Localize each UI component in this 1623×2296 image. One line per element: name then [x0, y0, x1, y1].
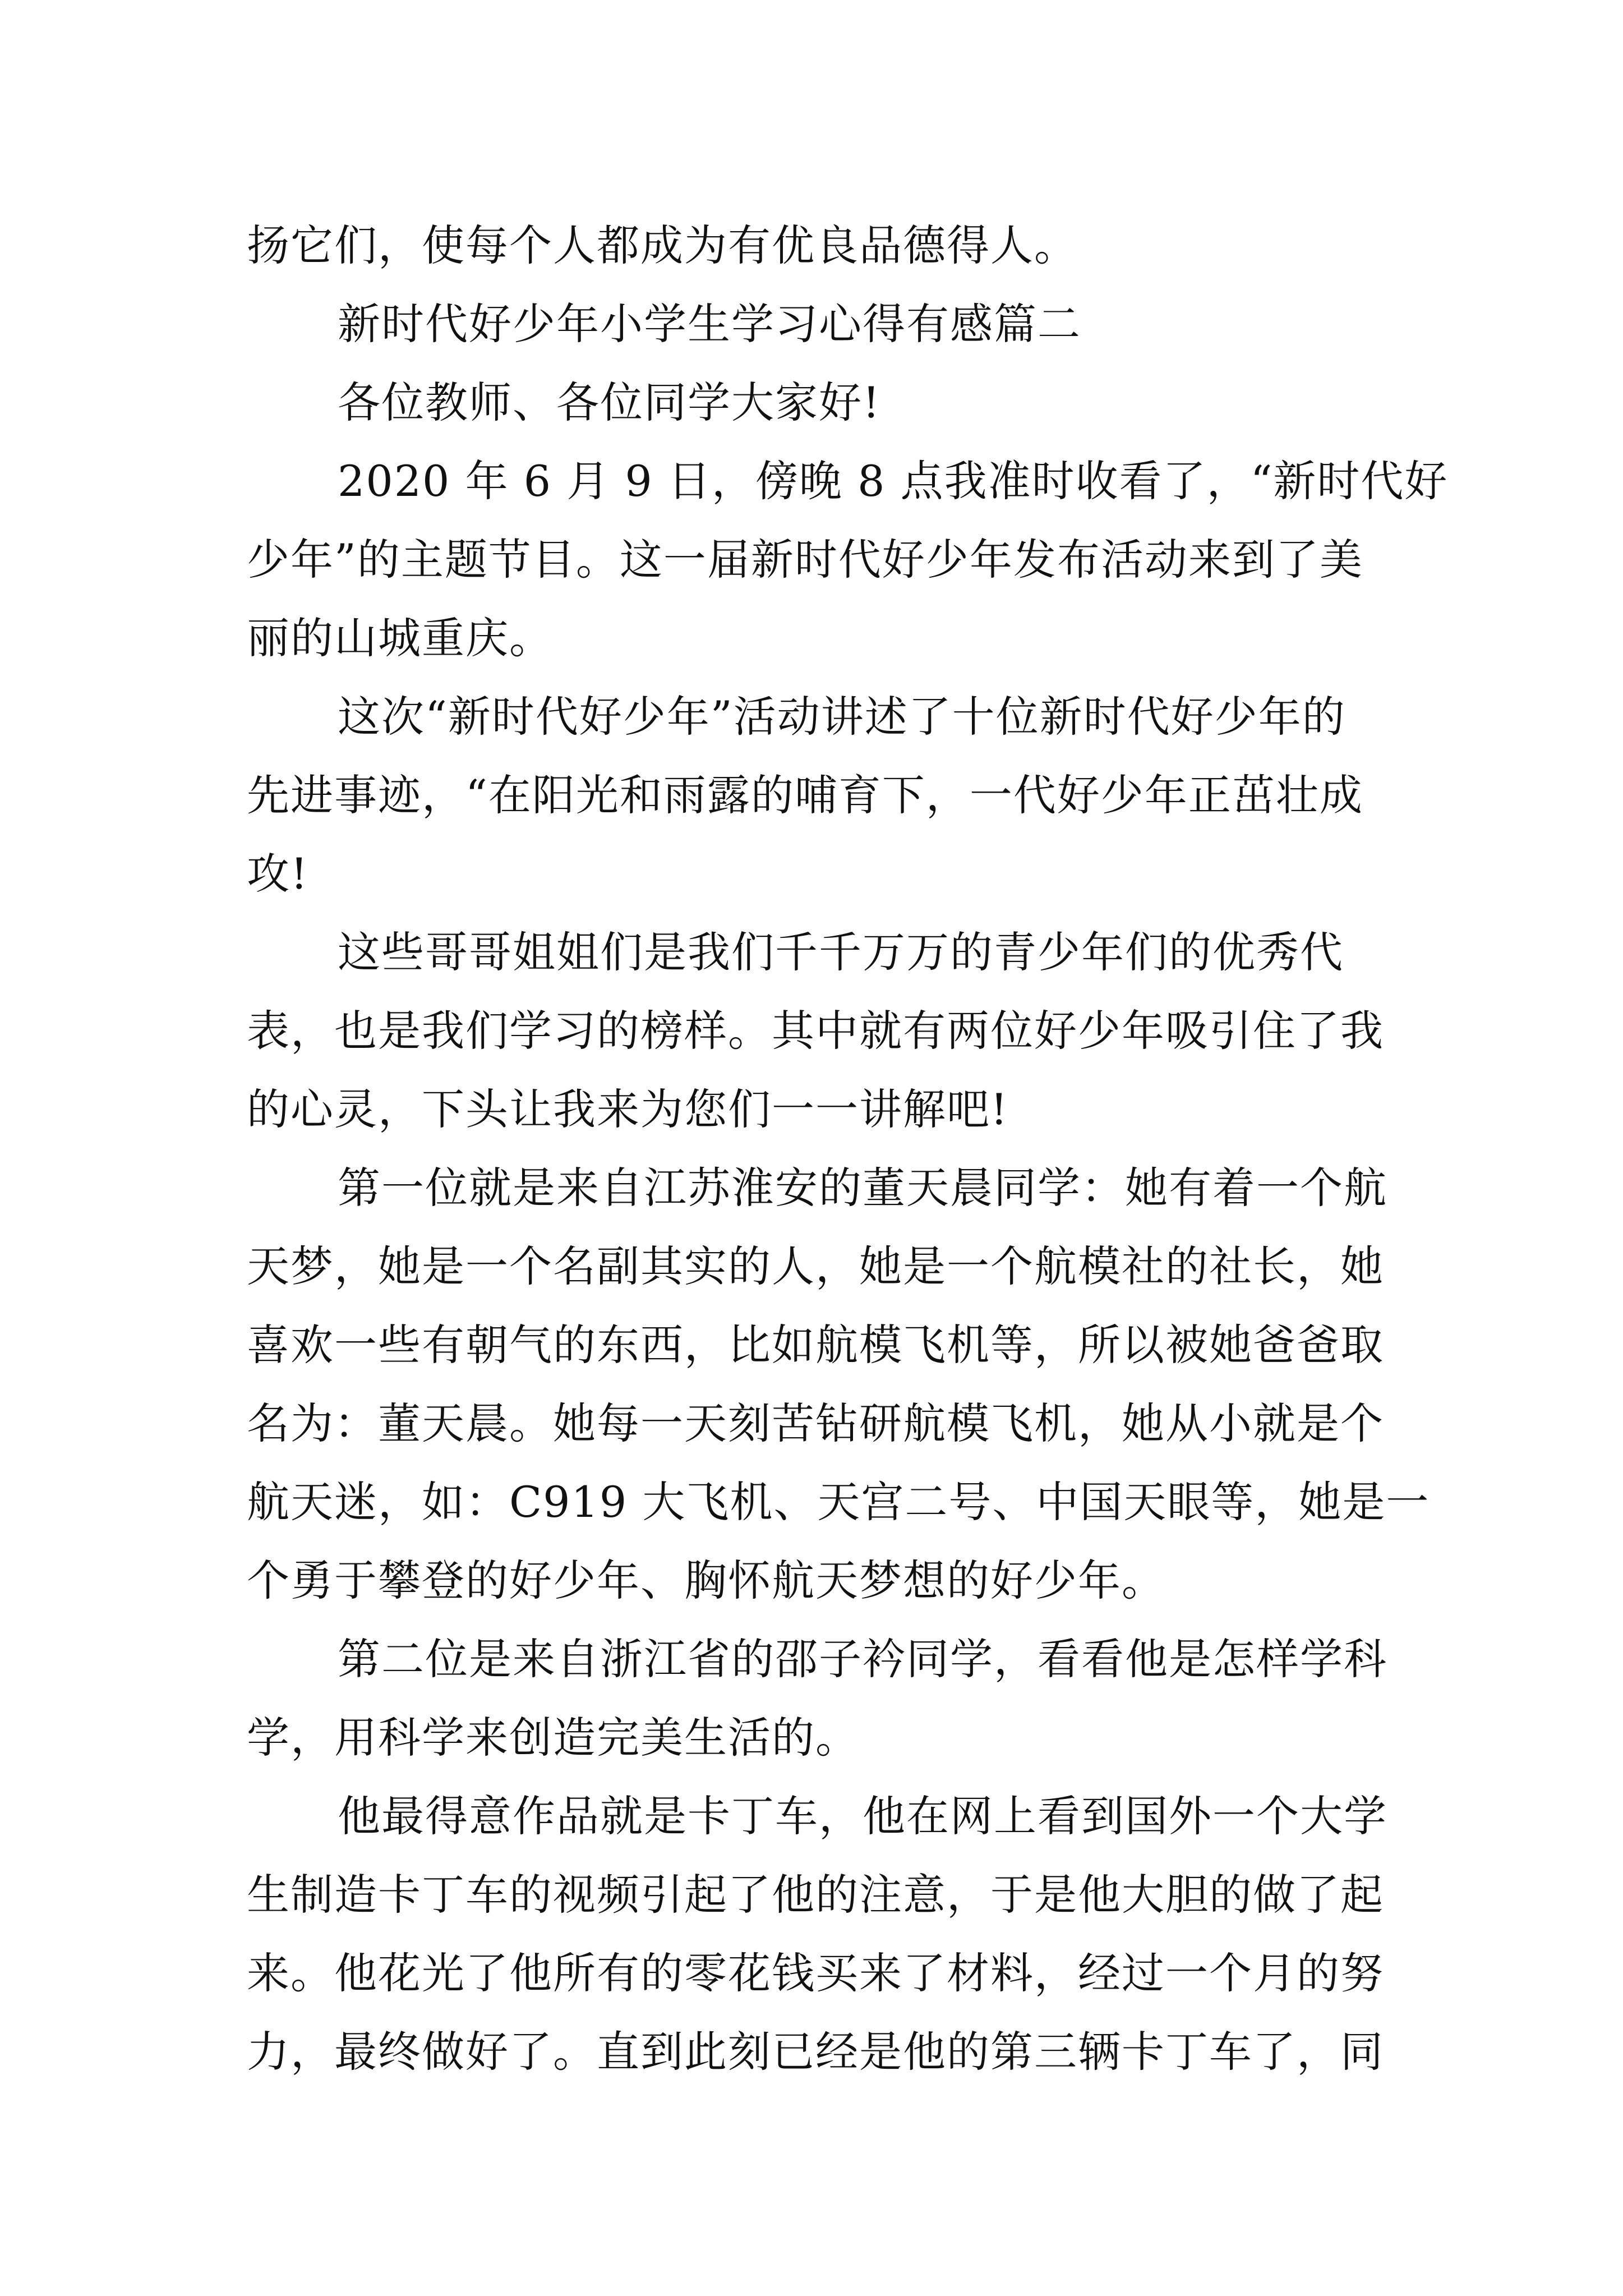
text-line: 2020 年 6 月 9 日，傍晚 8 点我准时收看了，“新时代好: [338, 456, 1449, 506]
text-line: 喜欢一些有朝气的东西，比如航模飞机等，所以被她爸爸取: [247, 1320, 1384, 1370]
text-line: 学，用科学来创造完美生活的。: [247, 1713, 859, 1763]
text-line: 丽的山城重庆。: [247, 613, 553, 663]
text-line: 第一位就是来自江苏淮安的董天晨同学：她有着一个航: [338, 1163, 1387, 1213]
text-line: 扬它们，使每个人都成为有优良品德得人。: [247, 220, 1078, 270]
text-line: 少年”的主题节目。这一届新时代好少年发布活动来到了美: [247, 535, 1363, 585]
text-line: 名为：董天晨。她每一天刻苦钻研航模飞机，她从小就是个: [247, 1398, 1384, 1448]
text-line: 先进事迹，“在阳光和雨露的哺育下，一代好少年正茁壮成: [247, 770, 1363, 820]
text-line: 攻!: [247, 849, 309, 899]
text-line: 生制造卡丁车的视频引起了他的注意，于是他大胆的做了起: [247, 1870, 1384, 1920]
text-line: 力，最终做好了。直到此刻已经是他的第三辆卡丁车了，同: [247, 2027, 1384, 2077]
text-line: 各位教师、各位同学大家好!: [338, 378, 881, 427]
text-line: 天梦，她是一个名副其实的人，她是一个航模社的社长，她: [247, 1241, 1384, 1291]
text-line: 个勇于攀登的好少年、胸怀航天梦想的好少年。: [247, 1556, 1165, 1605]
section-heading: 新时代好少年小学生学习心得有感篇二: [338, 299, 1081, 349]
text-line: 的心灵，下头让我来为您们一一讲解吧!: [247, 1084, 1009, 1134]
text-line: 这次“新时代好少年”活动讲述了十位新时代好少年的: [338, 692, 1346, 742]
text-line: 来。他花光了他所有的零花钱买来了材料，经过一个月的努: [247, 1948, 1384, 1998]
text-line: 第二位是来自浙江省的邵子衿同学，看看他是怎样学科: [338, 1634, 1387, 1684]
text-line: 他最得意作品就是卡丁车，他在网上看到国外一个大学: [338, 1791, 1387, 1841]
text-line: 表，也是我们学习的榜样。其中就有两位好少年吸引住了我: [247, 1006, 1384, 1056]
text-line: 航天迷，如：C919 大飞机、天宫二号、中国天眼等，她是一: [247, 1477, 1430, 1527]
text-line: 这些哥哥姐姐们是我们千千万万的青少年们的优秀代: [338, 927, 1344, 977]
